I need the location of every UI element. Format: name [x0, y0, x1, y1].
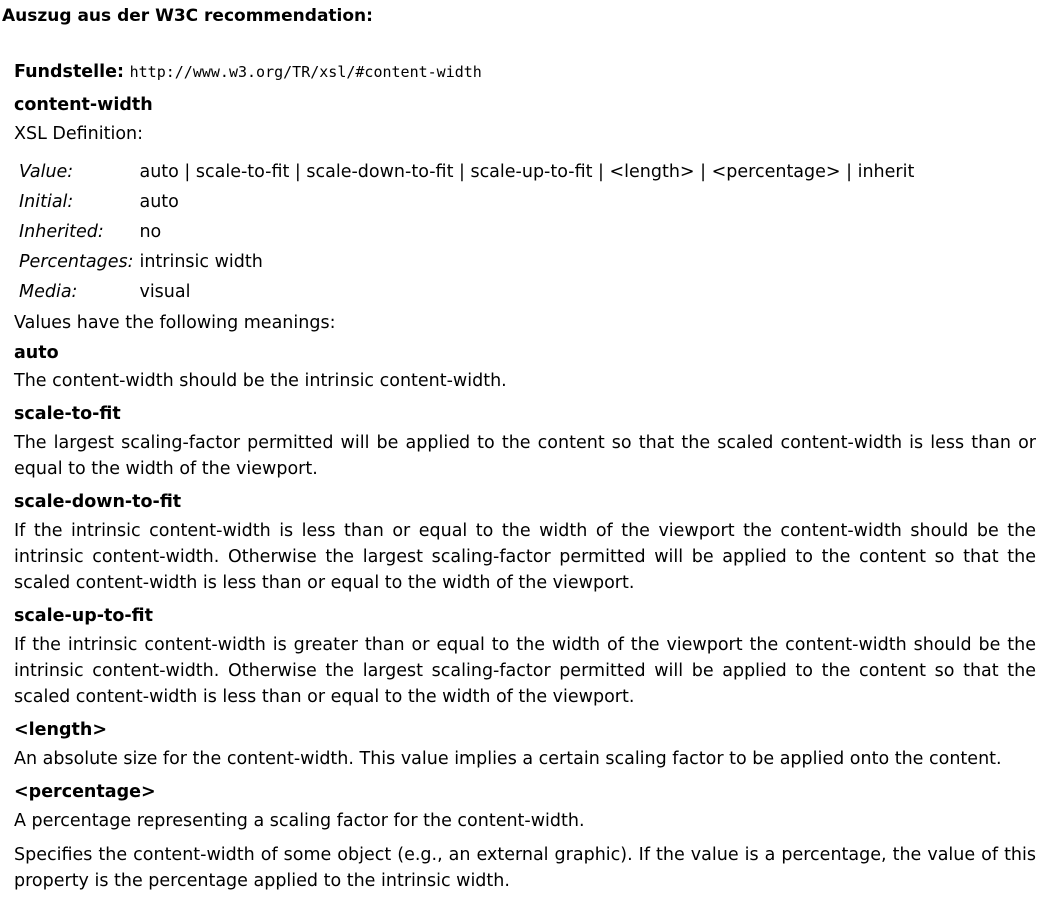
definition-value: auto | scale-to-fit | scale-down-to-fit | scale-up-to-fit | <length> | <percentage> | inherit [139, 162, 915, 182]
meaning-description-scale-up-to-fit: If the intrinsic content-width is greater than or equal to the width of the viewport the content-width should be the intrinsic content-width. Otherwise the largest scaling-factor permitted will be applied to the content so that the scaled content-width is less than or equal to the width of the viewport. [14, 635, 1036, 707]
definition-label: Value: [19, 162, 74, 182]
meaning-term-length: <length> [14, 720, 108, 740]
meaning-term-percentage: <percentage> [14, 782, 156, 802]
meaning-description-scale-down-to-fit: If the intrinsic content-width is less than or equal to the width of the viewport the content-width should be the intrinsic content-width. Otherwise the largest scaling-factor permitted will be applied to the content so that the scaled content-width is less than or equal to the width of the viewport. [14, 521, 1036, 593]
meaning-description-auto: The content-width should be the intrinsic content-width. [14, 371, 507, 391]
definition-row-media [16, 277, 917, 307]
source-label: Fundstelle: [14, 62, 125, 82]
definition-value: intrinsic width [139, 252, 263, 272]
definition-value: visual [139, 282, 191, 302]
meaning-term-scale-down-to-fit: scale-down-to-fit [14, 492, 182, 512]
source-url: http://www.w3.org/TR/xsl/#content-width [129, 63, 482, 81]
definition-row-inherited [16, 217, 917, 247]
meaning-description-scale-to-fit: The largest scaling-factor permitted will be applied to the content so that the scaled content-width is less than or equal to the width of the viewport. [14, 433, 1036, 479]
definition-label: Initial: [19, 192, 74, 212]
definition-row-value [16, 157, 917, 187]
definition-row-initial [16, 187, 917, 217]
meanings-intro: Values have the following meanings: [14, 313, 336, 333]
property-summary: Specifies the content-width of some object (e.g., an external graphic). If the value is a percentage, the value of this property is the percentage applied to the intrinsic width. [14, 845, 1036, 891]
definition-label: Inherited: [19, 222, 104, 242]
xsl-definition-label: XSL Definition: [14, 124, 144, 144]
definition-row-percentages [16, 247, 917, 277]
property-name: content-width [14, 95, 153, 115]
definition-label: Media: [19, 282, 78, 302]
meaning-term-scale-up-to-fit: scale-up-to-fit [14, 606, 153, 626]
page-heading: Auszug aus der W3C recommendation: [2, 6, 373, 26]
definition-value: no [139, 222, 162, 242]
meaning-description-percentage: A percentage representing a scaling factor for the content-width. [14, 811, 585, 831]
source-reference [14, 59, 1036, 85]
definition-value: auto [139, 192, 179, 212]
meaning-term-auto: auto [14, 343, 59, 363]
definition-label: Percentages: [19, 252, 134, 272]
meaning-description-length: An absolute size for the content-width. This value implies a certain scaling factor to be applied onto the content. [14, 749, 1002, 769]
meaning-term-scale-to-fit: scale-to-fit [14, 404, 121, 424]
definition-table [16, 157, 917, 307]
